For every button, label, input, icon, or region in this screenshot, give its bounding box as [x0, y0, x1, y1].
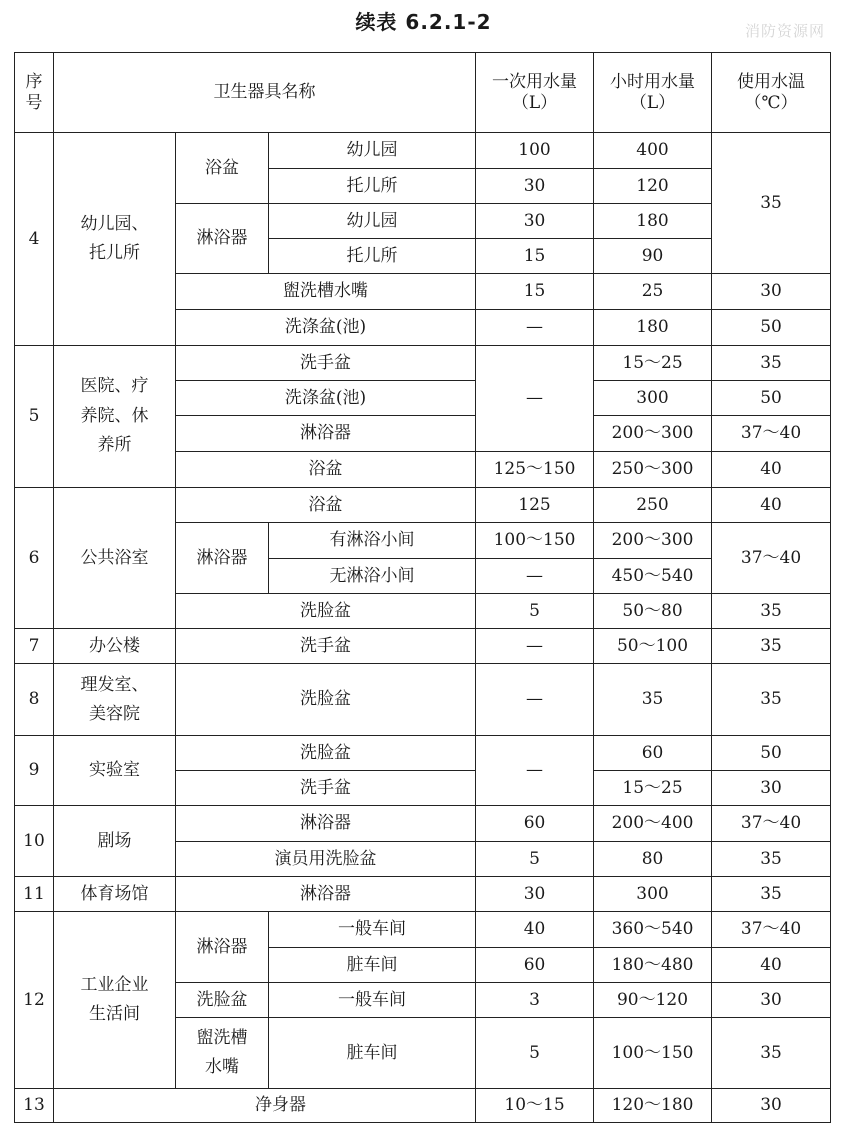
- once-value: 100～150: [476, 523, 594, 559]
- fixture-cell: 洗手盆: [176, 346, 476, 381]
- fixture-cell: 演员用洗脸盆: [176, 842, 476, 877]
- temp-value: 35: [712, 594, 831, 629]
- hourly-value: 35: [594, 664, 712, 736]
- row-number: 7: [15, 629, 54, 664]
- once-value: 30: [476, 204, 594, 239]
- category-cell: 工业企业生活间: [54, 912, 176, 1089]
- temp-value: 30: [712, 274, 831, 310]
- once-value: 3: [476, 983, 594, 1018]
- hourly-value: 450～540: [594, 559, 712, 594]
- fixture-cell: 浴盆: [176, 452, 476, 488]
- subtype-cell: 幼儿园: [269, 133, 476, 169]
- temp-value: 37～40: [712, 416, 831, 452]
- temp-value: 35: [712, 664, 831, 736]
- fixture-cell: 淋浴器: [176, 204, 269, 274]
- once-value: —: [476, 346, 594, 452]
- temp-value: 35: [712, 842, 831, 877]
- header-name: 卫生器具名称: [54, 53, 476, 133]
- once-value: 5: [476, 594, 594, 629]
- hourly-value: 90～120: [594, 983, 712, 1018]
- header-temp: 使用水温 （℃）: [712, 53, 831, 133]
- once-value: 60: [476, 806, 594, 842]
- once-value: —: [476, 664, 594, 736]
- table-row: [15, 877, 831, 912]
- water-usage-table: [14, 52, 831, 1123]
- hourly-value: 80: [594, 842, 712, 877]
- header-seq: 序号: [15, 53, 54, 133]
- category-cell: 体育场馆: [54, 877, 176, 912]
- hourly-value: 50～80: [594, 594, 712, 629]
- fixture-cell: 洗涤盆(池): [176, 381, 476, 416]
- table-row: [15, 912, 831, 948]
- once-value: 125: [476, 488, 594, 523]
- subtype-cell: 无淋浴小间: [269, 559, 476, 594]
- temp-value: 37～40: [712, 806, 831, 842]
- watermark: 消防资源网: [744, 22, 825, 40]
- table-row: [15, 806, 831, 842]
- row-number: 5: [15, 346, 54, 488]
- fixture-cell: 淋浴器: [176, 877, 476, 912]
- temp-value: 37～40: [712, 523, 831, 594]
- table-row: [15, 133, 831, 169]
- once-value: 40: [476, 912, 594, 948]
- category-cell: 理发室、美容院: [54, 664, 176, 736]
- fixture-cell: 洗脸盆: [176, 736, 476, 771]
- hourly-value: 180～480: [594, 948, 712, 983]
- row-number: 11: [15, 877, 54, 912]
- once-value: 5: [476, 1018, 594, 1089]
- category-cell: 净身器: [54, 1089, 476, 1123]
- header-once: 一次用水量 （L）: [476, 53, 594, 133]
- hourly-value: 180: [594, 310, 712, 346]
- fixture-cell: 盥洗槽水嘴: [176, 274, 476, 310]
- fixture-cell: 淋浴器: [176, 806, 476, 842]
- hourly-value: 300: [594, 877, 712, 912]
- hourly-value: 200～300: [594, 416, 712, 452]
- table-row: [15, 736, 831, 771]
- subtype-cell: 托儿所: [269, 169, 476, 204]
- fixture-cell: 洗脸盆: [176, 664, 476, 736]
- hourly-value: 15～25: [594, 771, 712, 806]
- row-number: 4: [15, 133, 54, 346]
- hourly-value: 60: [594, 736, 712, 771]
- hourly-value: 120～180: [594, 1089, 712, 1123]
- temp-value: 40: [712, 452, 831, 488]
- page-title: 续表 6.2.1-2: [355, 10, 492, 34]
- table-row: [15, 488, 831, 523]
- temp-value: 35: [712, 1018, 831, 1089]
- category-cell: 实验室: [54, 736, 176, 806]
- hourly-value: 400: [594, 133, 712, 169]
- fixture-cell: 淋浴器: [176, 523, 269, 594]
- row-number: 6: [15, 488, 54, 629]
- temp-value: 35: [712, 877, 831, 912]
- subtype-cell: 一般车间: [269, 983, 476, 1018]
- once-value: 15: [476, 274, 594, 310]
- fixture-cell: 淋浴器: [176, 912, 269, 983]
- row-number: 12: [15, 912, 54, 1089]
- header-hourly: 小时用水量 （L）: [594, 53, 712, 133]
- subtype-cell: 托儿所: [269, 239, 476, 274]
- hourly-value: 200～400: [594, 806, 712, 842]
- once-value: 5: [476, 842, 594, 877]
- header-row: [15, 53, 831, 133]
- fixture-cell: 盥洗槽水嘴: [176, 1018, 269, 1089]
- temp-value: 30: [712, 1089, 831, 1123]
- once-value: 30: [476, 877, 594, 912]
- row-number: 8: [15, 664, 54, 736]
- once-value: —: [476, 736, 594, 806]
- once-value: —: [476, 559, 594, 594]
- fixture-cell: 洗手盆: [176, 771, 476, 806]
- once-value: 10～15: [476, 1089, 594, 1123]
- temp-value: 30: [712, 983, 831, 1018]
- hourly-value: 250: [594, 488, 712, 523]
- temp-value: 50: [712, 310, 831, 346]
- row-number: 13: [15, 1089, 54, 1123]
- fixture-cell: 浴盆: [176, 488, 476, 523]
- fixture-cell: 淋浴器: [176, 416, 476, 452]
- hourly-value: 100～150: [594, 1018, 712, 1089]
- temp-value: 40: [712, 948, 831, 983]
- fixture-cell: 洗手盆: [176, 629, 476, 664]
- fixture-cell: 洗涤盆(池): [176, 310, 476, 346]
- table-row: [15, 664, 831, 736]
- subtype-cell: 幼儿园: [269, 204, 476, 239]
- category-cell: 医院、疗养院、休养所: [54, 346, 176, 488]
- temp-value: 35: [712, 629, 831, 664]
- category-cell: 公共浴室: [54, 488, 176, 629]
- hourly-value: 300: [594, 381, 712, 416]
- temp-value: 37～40: [712, 912, 831, 948]
- temp-value: 35: [712, 346, 831, 381]
- row-number: 9: [15, 736, 54, 806]
- table-row: [15, 629, 831, 664]
- temp-value: 50: [712, 381, 831, 416]
- subtype-cell: 有淋浴小间: [269, 523, 476, 559]
- category-cell: 幼儿园、托儿所: [54, 133, 176, 346]
- once-value: 100: [476, 133, 594, 169]
- category-cell: 办公楼: [54, 629, 176, 664]
- category-cell: 剧场: [54, 806, 176, 877]
- subtype-cell: 脏车间: [269, 948, 476, 983]
- temp-value: 30: [712, 771, 831, 806]
- once-value: 30: [476, 169, 594, 204]
- hourly-value: 250～300: [594, 452, 712, 488]
- subtype-cell: 一般车间: [269, 912, 476, 948]
- once-value: 15: [476, 239, 594, 274]
- hourly-value: 200～300: [594, 523, 712, 559]
- row-number: 10: [15, 806, 54, 877]
- fixture-cell: 洗脸盆: [176, 594, 476, 629]
- temp-value: 35: [712, 133, 831, 274]
- once-value: 125～150: [476, 452, 594, 488]
- temp-value: 40: [712, 488, 831, 523]
- table-row: [15, 1089, 831, 1123]
- hourly-value: 50～100: [594, 629, 712, 664]
- hourly-value: 120: [594, 169, 712, 204]
- table-row: [15, 346, 831, 381]
- fixture-cell: 洗脸盆: [176, 983, 269, 1018]
- hourly-value: 25: [594, 274, 712, 310]
- once-value: —: [476, 629, 594, 664]
- once-value: 60: [476, 948, 594, 983]
- hourly-value: 360～540: [594, 912, 712, 948]
- hourly-value: 90: [594, 239, 712, 274]
- subtype-cell: 脏车间: [269, 1018, 476, 1089]
- hourly-value: 180: [594, 204, 712, 239]
- once-value: —: [476, 310, 594, 346]
- hourly-value: 15～25: [594, 346, 712, 381]
- temp-value: 50: [712, 736, 831, 771]
- fixture-cell: 浴盆: [176, 133, 269, 204]
